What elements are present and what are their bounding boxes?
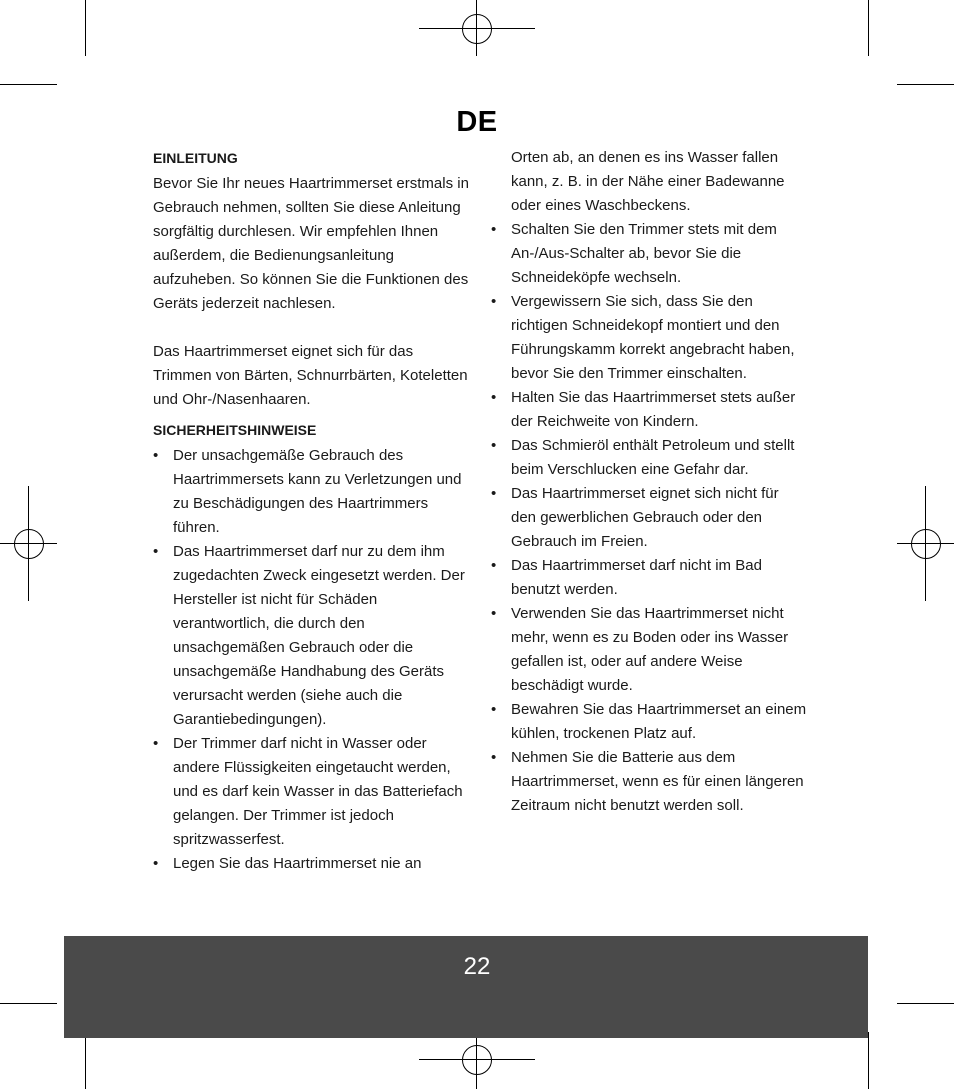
list-item	[153, 444, 469, 540]
bullet-icon: •	[491, 557, 497, 574]
right-column	[491, 146, 807, 818]
bullet-icon: •	[491, 221, 497, 238]
list-item-text: Das Schmieröl enthält Petroleum und stellt beim Verschlucken eine Gefahr dar.	[511, 437, 795, 478]
section-heading-safety: SICHERHEITSHINWEISE	[153, 422, 317, 438]
bullet-icon: •	[153, 447, 159, 464]
list-item	[491, 386, 807, 434]
crop-mark	[85, 1032, 86, 1089]
bullet-icon: •	[153, 735, 159, 752]
list-item	[491, 434, 807, 482]
list-item-text: Verwenden Sie das Haartrimmerset nicht mehr, wenn es zu Boden oder ins Wasser gefallen ist, oder auf andere Weise beschädigt wurde.	[511, 605, 789, 694]
bullet-icon: •	[491, 437, 497, 454]
purpose-paragraph: Das Haartrimmerset eignet sich für das Trimmen von Bärten, Schnurrbärten, Koteletten und Ohr-/Nasenhaaren.	[153, 343, 468, 408]
safety-list-continued	[491, 218, 807, 818]
bullet-icon: •	[491, 605, 497, 622]
section-heading-introduction: EINLEITUNG	[153, 150, 238, 166]
safety-list	[153, 444, 469, 876]
list-item-text: Der Trimmer darf nicht in Wasser oder andere Flüssigkeiten eingetaucht werden, und es darf kein Wasser in das Batteriefach gelangen. Der Trimmer ist jedoch spritzwasserfest.	[173, 735, 463, 848]
bullet-icon: •	[153, 855, 159, 872]
bullet-icon: •	[491, 485, 497, 502]
bullet-icon: •	[491, 701, 497, 718]
list-item-text: Das Haartrimmerset eignet sich nicht für den gewerblichen Gebrauch oder den Gebrauch im Freien.	[511, 485, 779, 550]
list-item-text: Halten Sie das Haartrimmerset stets außer der Reichweite von Kindern.	[511, 389, 796, 430]
bullet-icon: •	[491, 389, 497, 406]
list-item	[491, 746, 807, 818]
list-item	[491, 290, 807, 386]
list-item	[153, 540, 469, 732]
list-item-text: Der unsachgemäße Gebrauch des Haartrimmersets kann zu Verletzungen und zu Beschädigungen des Haartrimmers führen.	[173, 447, 462, 536]
list-item-text: Das Haartrimmerset darf nicht im Bad benutzt werden.	[511, 557, 762, 598]
crop-mark	[897, 84, 954, 85]
crop-mark	[868, 0, 869, 56]
list-item-text: Vergewissern Sie sich, dass Sie den richtigen Schneidekopf montiert und den Führungskamm korrekt angebracht haben, bevor Sie den Trimmer einschalten.	[511, 293, 795, 382]
list-item-continuation: Orten ab, an denen es ins Wasser fallen kann, z. B. in der Nähe einer Badewanne oder eines Waschbeckens.	[511, 149, 785, 214]
list-item-text: Das Haartrimmerset darf nur zu dem ihm zugedachten Zweck eingesetzt werden. Der Hersteller ist nicht für Schäden verantwortlich, die durch den unsachgemäßen Gebrauch oder die unsachgemäße Handhabung des Geräts verursacht werden (siehe auch die Garantiebedingungen).	[173, 543, 465, 728]
list-item-text: Legen Sie das Haartrimmerset nie an	[173, 855, 422, 872]
list-item	[491, 218, 807, 290]
footer-band	[64, 936, 868, 1038]
bullet-icon: •	[491, 749, 497, 766]
list-item	[491, 482, 807, 554]
list-item	[491, 602, 807, 698]
list-item-text: Bewahren Sie das Haartrimmerset an einem kühlen, trockenen Platz auf.	[511, 701, 807, 742]
list-item	[491, 554, 807, 602]
list-item	[153, 852, 469, 876]
list-item	[491, 698, 807, 746]
crop-mark	[85, 0, 86, 56]
intro-paragraph: Bevor Sie Ihr neues Haartrimmerset erstmals in Gebrauch nehmen, sollten Sie diese Anleitung sorgfältig durchlesen. Wir empfehlen Ihnen außerdem, die Bedienungsanleitung aufzuheben. So können Sie die Funktionen des Geräts jederzeit nachlesen.	[153, 175, 469, 312]
bullet-icon: •	[491, 293, 497, 310]
crop-mark	[0, 84, 57, 85]
language-heading: DE	[456, 106, 498, 138]
list-item	[153, 732, 469, 852]
bullet-icon: •	[153, 543, 159, 560]
crop-mark	[868, 1032, 869, 1089]
list-item-text: Schalten Sie den Trimmer stets mit dem An-/Aus-Schalter ab, bevor Sie die Schneideköpfe wechseln.	[511, 221, 777, 286]
left-column	[153, 146, 469, 876]
page-number: 22	[463, 953, 491, 980]
crop-mark	[0, 1003, 57, 1004]
crop-mark	[897, 1003, 954, 1004]
list-item-text: Nehmen Sie die Batterie aus dem Haartrimmerset, wenn es für einen längeren Zeitraum nicht benutzt werden soll.	[511, 749, 804, 814]
